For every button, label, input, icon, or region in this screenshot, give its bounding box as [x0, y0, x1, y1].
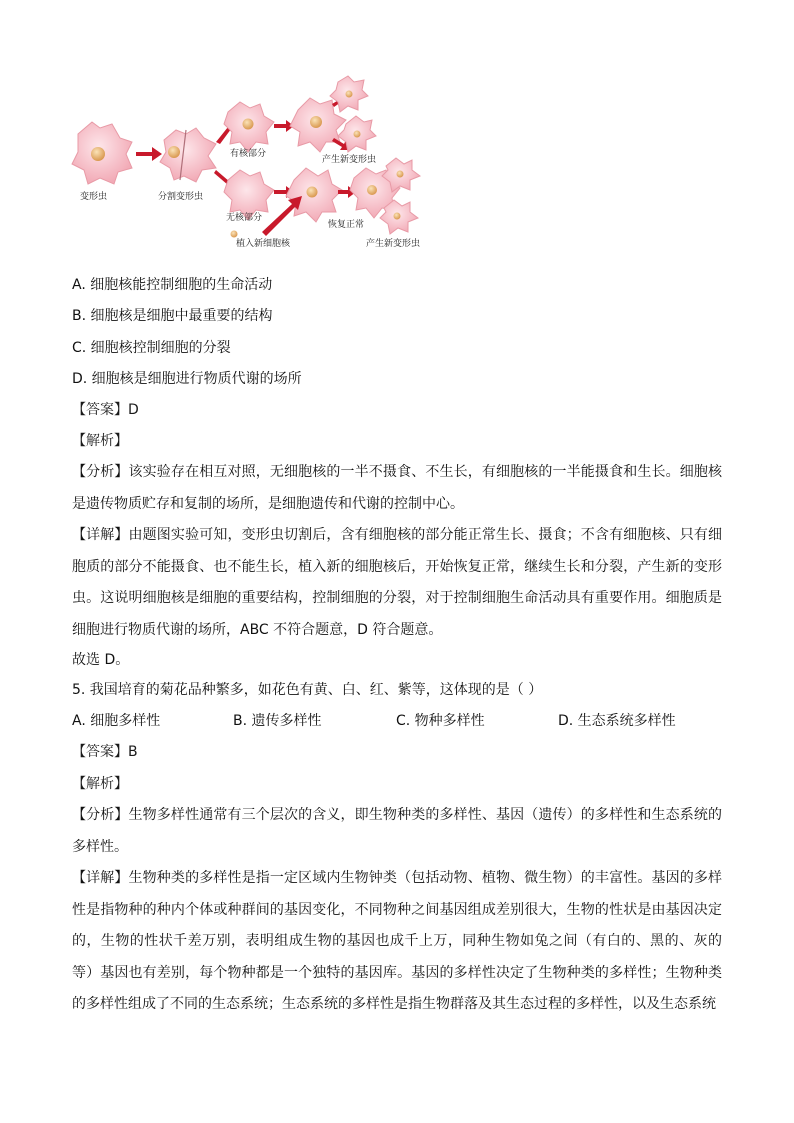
- arrow-icon: [136, 147, 162, 161]
- amoeba-cell: [72, 122, 132, 184]
- label-without-nucleus: 无核部分: [226, 213, 263, 223]
- arrow-icon: [262, 196, 302, 236]
- new-nucleus: [231, 231, 238, 238]
- q4-option-b: B. 细胞核是细胞中最重要的结构: [72, 308, 273, 324]
- q4-option-d: D. 细胞核是细胞进行物质代谢的场所: [72, 371, 302, 387]
- q5-stem: 5. 我国培育的菊花品种繁多，如花色有黄、白、红、紫等，这体现的是（ ）: [72, 682, 543, 698]
- nucleus: [394, 213, 401, 220]
- q5-option-b: B. 遗传多样性: [233, 713, 322, 729]
- q5-detail: 【详解】生物种类的多样性是指一定区域内生物钟类（包括动物、植物、微生物）的丰富性。基因的多样性是指物种的种内个体或种群间的基因变化，不同物种之间基因组成差别很大，生物的性状是由基因决定的，生物的性状千差万别，表明组成生物的基因也成千上万，同种生物如兔之间（有白的、黑的、灰的等）基因也有差别，每个物种都是一个独特的基因库。基因的多样性决定了生物种类的多样性；生物种类的多样性组成了不同的生态系统；生态系统的多样性是指生物群落及其生态过程的多样性，以及生态系统: [72, 870, 722, 1012]
- q5-analysis: 【分析】生物多样性通常有三个层次的含义，即生物种类的多样性、基因（遗传）的多样性和生态系统的多样性。: [72, 807, 722, 855]
- nucleus: [310, 116, 322, 128]
- q5-answer: 【答案】B: [72, 744, 138, 760]
- label-new-amoeba-bottom: 产生新变形虫: [366, 239, 421, 249]
- label-implant: 植入新细胞核: [236, 239, 291, 249]
- nucleus: [168, 146, 180, 158]
- nucleated-part: [224, 102, 274, 152]
- q4-option-a: A. 细胞核能控制细胞的生命活动: [72, 277, 273, 293]
- q5-option-d: D. 生态系统多样性: [558, 713, 676, 729]
- new-amoeba-top-1: [330, 76, 368, 112]
- nucleus: [307, 187, 318, 198]
- nucleus: [397, 171, 404, 178]
- q4-analysis-title: 【解析】: [72, 433, 128, 449]
- label-with-nucleus: 有核部分: [230, 149, 267, 159]
- q4-detail: 【详解】由题图实验可知，变形虫切割后，含有细胞核的部分能正常生长、摄食；不含有细胞核、只有细胞质的部分不能摄食、也不能生长，植入新的细胞核后，开始恢复正常，继续生长和分裂，产生新的变形虫。这说明细胞核是细胞的重要结构，控制细胞的分裂，对于控制细胞生命活动具有重要作用。细胞质是细胞进行物质代谢的场所，ABC 不符合题意，D 符合题意。: [72, 527, 722, 638]
- q4-analysis: 【分析】该实验存在相互对照，无细胞核的一半不摄食、不生长，有细胞核的一半能摄食和生长。细胞核是遗传物质贮存和复制的场所，是细胞遗传和代谢的控制中心。: [72, 464, 722, 512]
- label-amoeba: 变形虫: [80, 192, 108, 202]
- q4-conclusion: 故选 D。: [72, 652, 130, 668]
- split-amoeba-cell: [160, 128, 216, 182]
- label-new-amoeba-top: 产生新变形虫: [322, 155, 377, 165]
- q5-option-c: C. 物种多样性: [396, 713, 485, 729]
- nucleus: [346, 91, 353, 98]
- q4-option-c: C. 细胞核控制细胞的分裂: [72, 340, 231, 356]
- nucleus: [354, 131, 361, 138]
- nucleus: [243, 119, 254, 130]
- label-recover: 恢复正常: [328, 220, 365, 230]
- q5-analysis-title: 【解析】: [72, 776, 128, 792]
- amoeba-experiment-figure: [70, 72, 430, 257]
- label-split: 分割变形虫: [158, 192, 204, 202]
- q5-option-a: A. 细胞多样性: [72, 713, 161, 729]
- nucleus: [91, 147, 105, 161]
- implanted-cell: [286, 168, 342, 222]
- q4-answer: 【答案】D: [72, 402, 139, 418]
- nucleus: [367, 185, 377, 195]
